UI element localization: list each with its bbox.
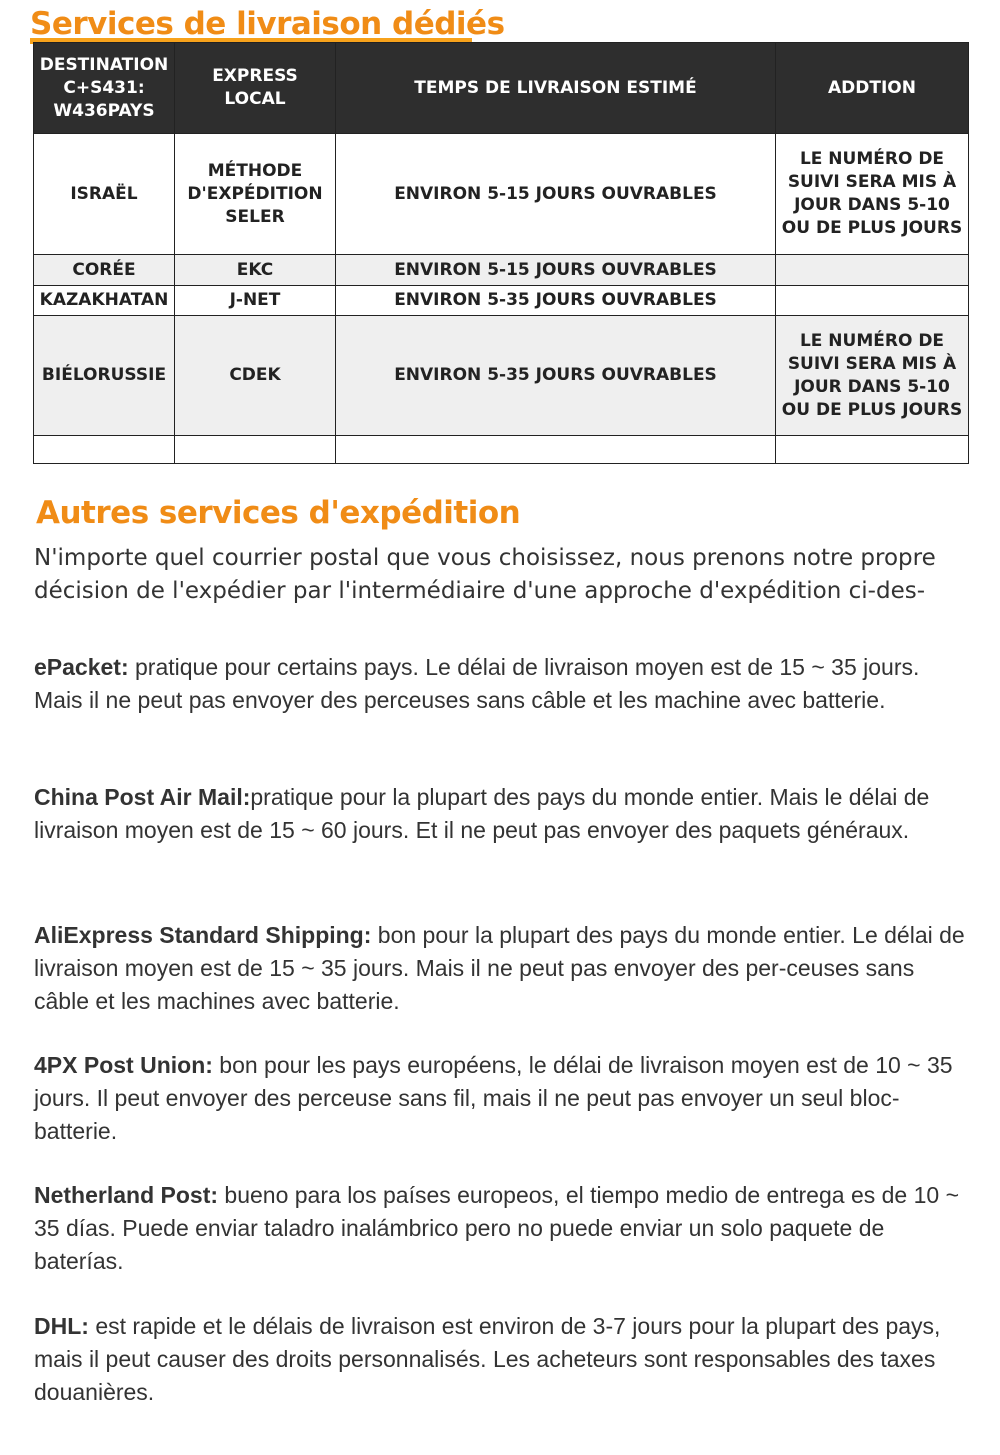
- cell-destination: ISRAËL: [34, 134, 175, 255]
- service-description: pratique pour certains pays. Le délai de livraison moyen est de 15 ~ 35 jours. Mais il ne peut pas envoyer des perceuses sans câble et les machine avec batterie.: [34, 654, 920, 713]
- cell-temps: ENVIRON 5-35 JOURS OUVRABLES: [336, 286, 776, 316]
- service-4px: [34, 1049, 970, 1148]
- section-title: [30, 4, 505, 44]
- intro-line: décision de l'expédier par l'intermédiaire d'une approche d'expédition ci-des-: [34, 578, 926, 604]
- service-name: AliExpress Standard Shipping:: [34, 922, 372, 948]
- intro-line: N'importe quel courrier postal que vous choisissez, nous prenons notre propre: [34, 545, 936, 571]
- header-temps: TEMPS DE LIVRAISON ESTIMÉ: [336, 43, 776, 134]
- service-dhl: [34, 1310, 970, 1409]
- cell-destination: BIÉLORUSSIE: [34, 316, 175, 436]
- intro-paragraph: [34, 542, 974, 608]
- header-express: EXPRESS LOCAL: [175, 43, 336, 134]
- service-name: Netherland Post:: [34, 1182, 219, 1208]
- cell-express: CDEK: [175, 316, 336, 436]
- service-name: DHL:: [34, 1313, 89, 1339]
- service-china-post: [34, 781, 970, 847]
- cell-express: J-NET: [175, 286, 336, 316]
- cell-temps: ENVIRON 5-35 JOURS OUVRABLES: [336, 316, 776, 436]
- cell-express: [175, 436, 336, 464]
- cell-addition: [776, 255, 969, 286]
- table-row: [34, 255, 969, 286]
- service-description: bon pour les pays européens, le délai de livraison moyen est de 10 ~ 35 jours. Il peut envoyer des perceuse sans fil, mais il ne peut pas envoyer un seul bloc-batterie.: [34, 1052, 953, 1144]
- cell-destination: [34, 436, 175, 464]
- service-description: est rapide et le délais de livraison est environ de 3-7 jours pour la plupart des pays, mais il peut causer des droits personnalisés. Les acheteurs sont responsables des taxes douanières.: [34, 1313, 941, 1405]
- cell-express: MÉTHODE D'EXPÉDITION SELER: [175, 134, 336, 255]
- service-epacket: [34, 651, 970, 717]
- header-destination: DESTINATION C+S431: W436PAYS: [34, 43, 175, 134]
- shipping-table: [33, 42, 969, 464]
- section-title-text: Services de livraison dédiés: [30, 6, 505, 42]
- other-services-title: Autres services d'expédition: [36, 495, 521, 531]
- table-row: [34, 286, 969, 316]
- cell-addition: [776, 436, 969, 464]
- service-name: ePacket:: [34, 654, 129, 680]
- cell-temps: [336, 436, 776, 464]
- cell-addition: LE NUMÉRO DE SUIVI SERA MIS À JOUR DANS 5-10 OU DE PLUS JOURS: [776, 316, 969, 436]
- cell-destination: KAZAKHATAN: [34, 286, 175, 316]
- service-name: China Post Air Mail:: [34, 784, 251, 810]
- service-description: pratique pour la plupart des pays du monde entier. Mais le délai de livraison moyen est de 15 ~ 60 jours. Et il ne peut pas envoyer des paquets généraux.: [34, 784, 930, 843]
- cell-addition: LE NUMÉRO DE SUIVI SERA MIS À JOUR DANS 5-10 OU DE PLUS JOURS: [776, 134, 969, 255]
- cell-temps: ENVIRON 5-15 JOURS OUVRABLES: [336, 134, 776, 255]
- service-name: 4PX Post Union:: [34, 1052, 213, 1078]
- table-row: [34, 134, 969, 255]
- table-row: [34, 316, 969, 436]
- cell-temps: ENVIRON 5-15 JOURS OUVRABLES: [336, 255, 776, 286]
- table-row-empty: [34, 436, 969, 464]
- cell-addition: [776, 286, 969, 316]
- header-addition: ADDTION: [776, 43, 969, 134]
- cell-express: EKC: [175, 255, 336, 286]
- service-description: bueno para los países europeos, el tiempo medio de entrega es de 10 ~ 35 días. Puede enviar taladro inalámbrico pero no puede enviar un solo paquete de baterías.: [34, 1182, 960, 1274]
- cell-destination: CORÉE: [34, 255, 175, 286]
- service-description: bon pour la plupart des pays du monde entier. Le délai de livraison moyen est de 15 ~ 35 jours. Mais il ne peut pas envoyer des per-ceuses sans câble et les machines avec batterie.: [34, 922, 965, 1014]
- service-netherland-post: [34, 1179, 970, 1278]
- table-header-row: [34, 43, 969, 134]
- service-aliexpress: [34, 919, 970, 1018]
